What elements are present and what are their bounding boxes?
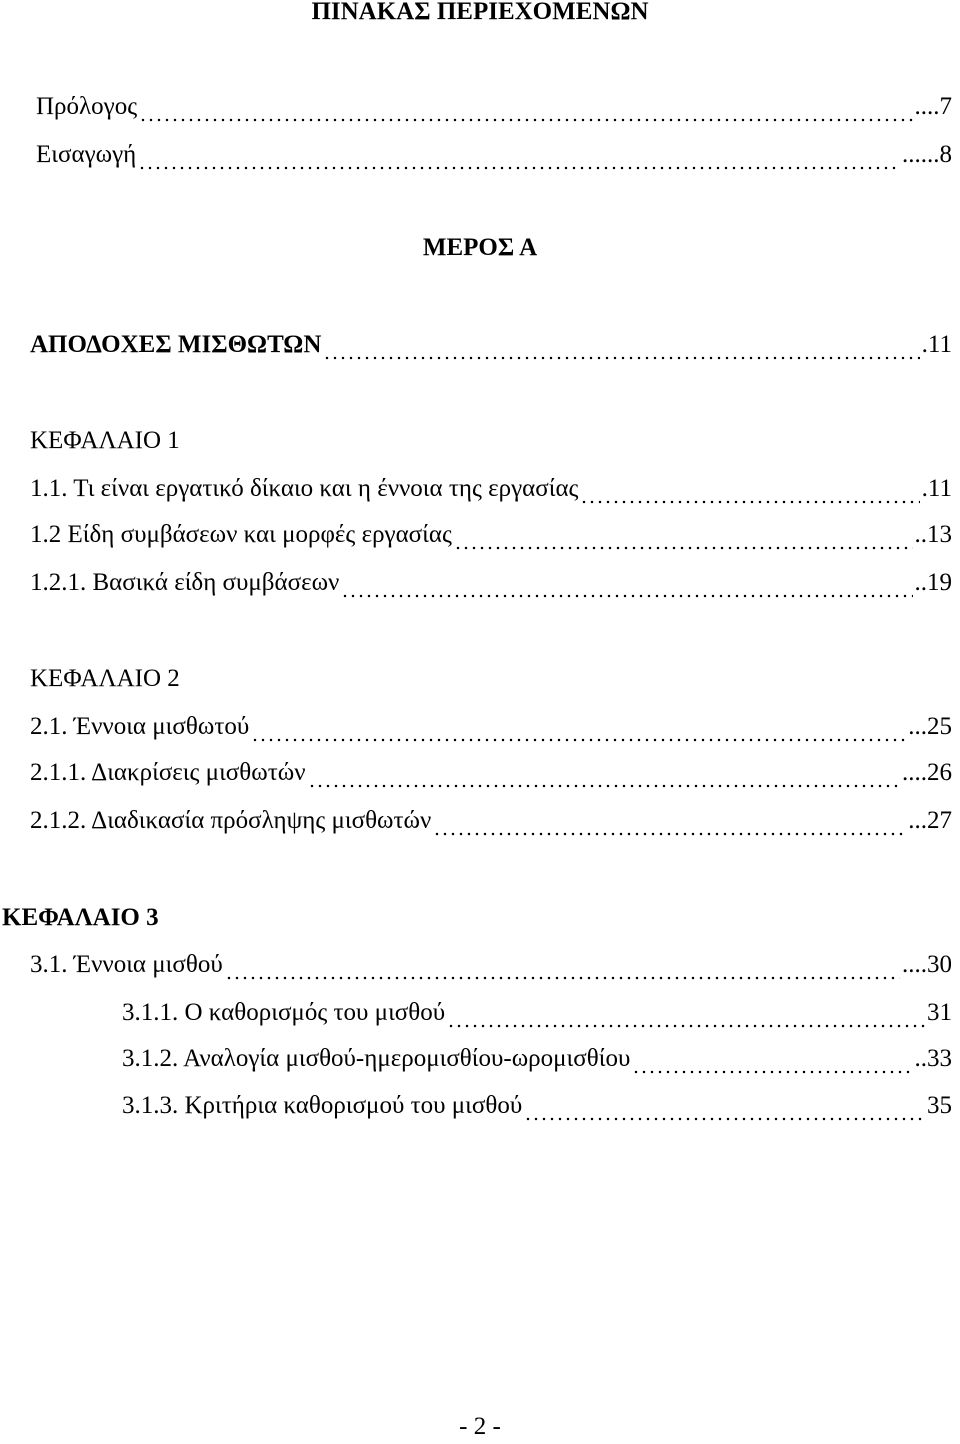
dot-leader — [433, 808, 906, 836]
toc-entry-page: 31 — [927, 999, 952, 1026]
toc-entry[interactable] — [30, 474, 952, 504]
dot-leader — [138, 142, 900, 170]
toc-entry-introduction[interactable] — [36, 140, 952, 170]
toc-entry[interactable] — [122, 1091, 952, 1121]
toc-entry-title: 3.1. Έννοια μισθού — [30, 951, 223, 978]
toc-entry-page: 35 — [927, 1092, 952, 1119]
toc-entry-title: 3.1.2. Αναλογία μισθού-ημερομισθίου-ωρομισθίου — [122, 1045, 631, 1072]
dot-leader — [139, 94, 912, 122]
toc-entry-page: 8 — [939, 141, 952, 168]
toc-entry-page: 7 — [939, 93, 952, 120]
toc-entry[interactable] — [30, 806, 952, 836]
toc-entry-title: 3.1.1. Ο καθορισμός του μισθού — [122, 999, 446, 1026]
dot-leader — [308, 760, 900, 788]
toc-entry-page: 13 — [927, 521, 952, 548]
toc-entry-dots: . — [921, 475, 928, 502]
page-number: - 2 - — [459, 1413, 501, 1440]
toc-entry-page: 25 — [927, 713, 952, 740]
toc-entry-dots: .... — [902, 759, 927, 786]
toc-entry-title: ΑΠΟΔΟΧΕΣ ΜΙΣΘΩΤΩΝ — [30, 331, 322, 358]
chapter-heading-3: ΚΕΦΑΛΑΙΟ 3 — [2, 904, 159, 931]
toc-entry-dots: .... — [914, 93, 940, 120]
toc-entry-page: 11 — [927, 331, 952, 358]
toc-entry-title: 3.1.3. Κριτήρια καθορισμού του μισθού — [122, 1092, 523, 1119]
part-title: ΜΕΡΟΣ Α — [422, 234, 538, 261]
toc-entry-page: 19 — [927, 569, 952, 596]
dot-leader — [524, 1093, 925, 1121]
toc-entry-dots: ...... — [902, 141, 940, 168]
dot-leader — [251, 714, 906, 742]
dot-leader — [632, 1046, 912, 1074]
dot-leader — [580, 476, 919, 504]
toc-entry-title: 1.2 Είδη συμβάσεων και μορφές εργασίας — [30, 521, 452, 548]
toc-entry-title: Εισαγωγή — [36, 141, 137, 168]
dot-leader — [225, 952, 900, 980]
toc-entry-page: 33 — [927, 1045, 952, 1072]
toc-entry[interactable] — [30, 712, 952, 742]
toc-entry-prologue[interactable] — [36, 92, 952, 122]
dot-leader — [323, 332, 919, 360]
toc-entry-dots: . — [921, 331, 928, 358]
toc-entry-page: 27 — [927, 807, 952, 834]
chapter-heading-1: ΚΕΦΑΛΑΙΟ 1 — [30, 427, 180, 454]
page-title: ΠΙΝΑΚΑΣ ΠΕΡΙΕΧΟΜΕΝΩΝ — [311, 0, 649, 25]
dot-leader — [454, 522, 913, 550]
dot-leader — [341, 570, 912, 598]
toc-entry[interactable] — [30, 520, 952, 550]
toc-entry[interactable] — [122, 1044, 952, 1074]
toc-entry-title: 2.1. Έννοια μισθωτού — [30, 713, 250, 740]
toc-entry-title: 1.1. Τι είναι εργατικό δίκαιο και η έννοια της εργασίας — [30, 475, 579, 502]
toc-entry-page: 26 — [927, 759, 952, 786]
toc-entry[interactable] — [122, 998, 952, 1028]
toc-entry-dots: .. — [914, 569, 927, 596]
toc-entry-dots: .... — [902, 951, 927, 978]
toc-entry-page: 11 — [927, 475, 952, 502]
toc-entry-title: 2.1.1. Διακρίσεις μισθωτών — [30, 759, 306, 786]
toc-entry-dots: ... — [908, 713, 927, 740]
toc-entry-title: 2.1.2. Διαδικασία πρόσληψης μισθωτών — [30, 807, 432, 834]
toc-entry-title: Πρόλογος — [36, 93, 138, 120]
toc-entry-part[interactable] — [30, 330, 952, 360]
chapter-heading-2: ΚΕΦΑΛΑΙΟ 2 — [30, 665, 180, 692]
toc-entry[interactable] — [30, 758, 952, 788]
toc-entry-page: 30 — [927, 951, 952, 978]
toc-entry-dots: .. — [914, 1045, 927, 1072]
toc-entry[interactable] — [30, 568, 952, 598]
toc-entry[interactable] — [30, 950, 952, 980]
toc-entry-dots: .. — [914, 521, 927, 548]
toc-entry-dots: ... — [908, 807, 927, 834]
dot-leader — [447, 1000, 925, 1028]
toc-entry-title: 1.2.1. Βασικά είδη συμβάσεων — [30, 569, 340, 596]
